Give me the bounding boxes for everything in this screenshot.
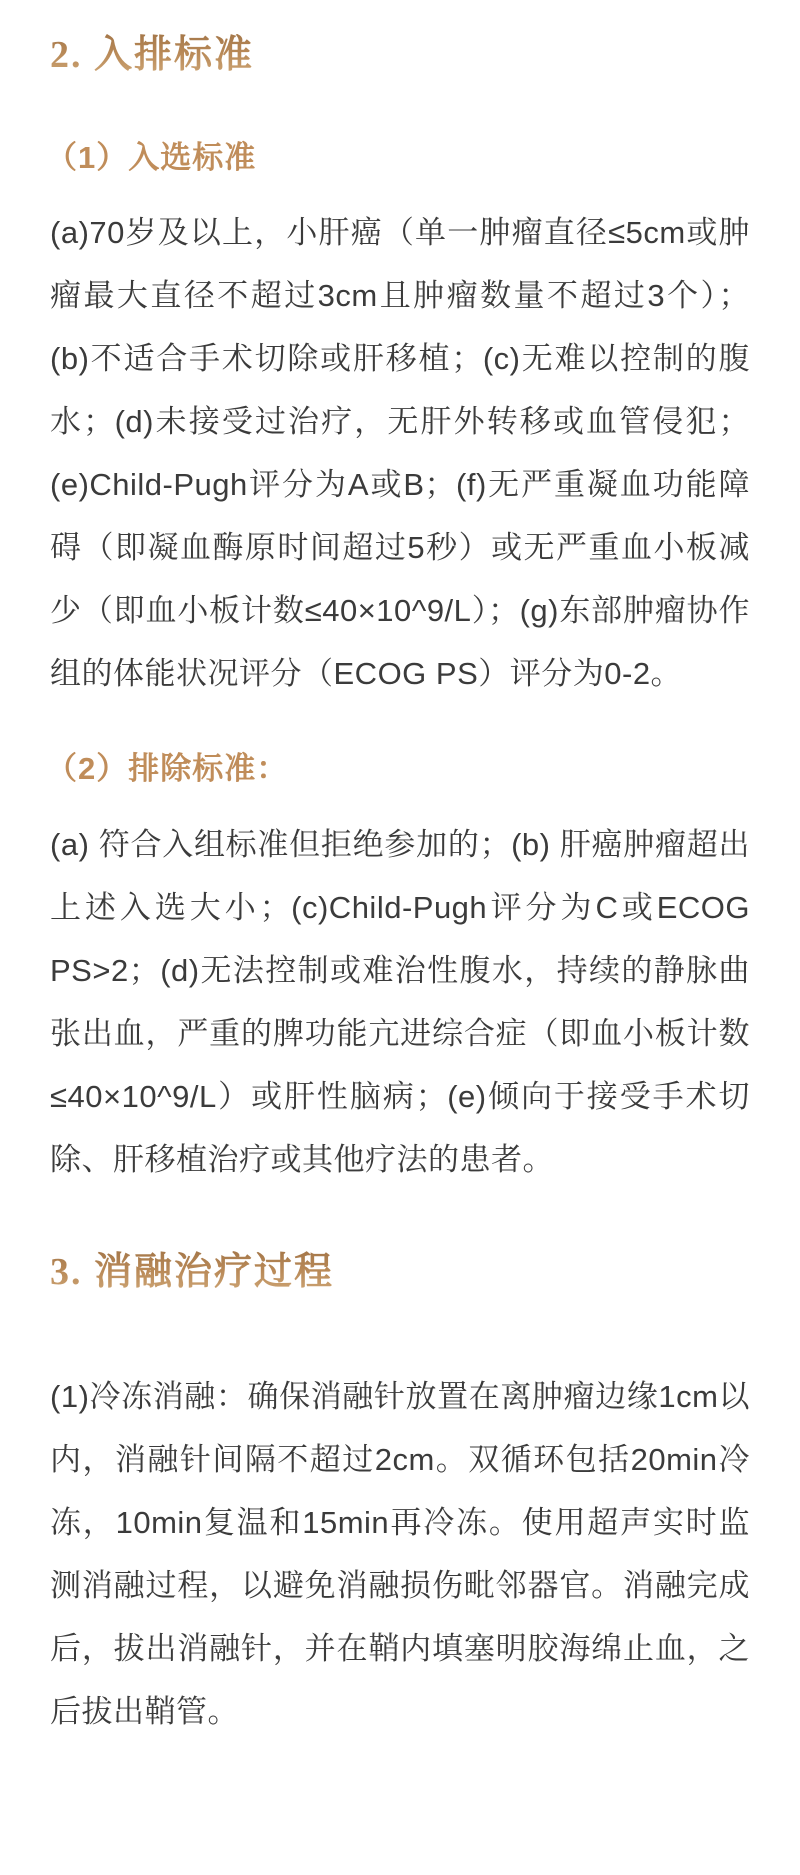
subheading-inclusion-criteria: （1）入选标准 <box>46 139 257 175</box>
subheading-exclusion-criteria: （2）排除标准： <box>46 751 289 787</box>
paragraph-inclusion-criteria: (a)70岁及以上，小肝癌（单一肿瘤直径≤5cm或肿瘤最大直径不超过3cm且肿瘤数量不超过3个）；(b)不适合手术切除或肝移植；(c)无难以控制的腹水；(d)未接受过治疗，无肝外转移或血管侵犯；(e)Child-Pugh评分为A或B；(f)无严重凝血功能障碍（即凝血酶原时间超过5秒）或无严重血小板减少（即血小板计数≤40×10^9/L）；(g)东部肿瘤协作组的体能状况评分（ECOG PS）评分为0-2。 <box>50 215 750 692</box>
paragraph-cryoablation-procedure: (1)冷冻消融：确保消融针放置在离肿瘤边缘1cm以内，消融针间隔不超过2cm。双循环包括20min冷冻，10min复温和15min再冷冻。使用超声实时监测消融过程，以避免消融损伤毗邻器官。消融完成后，拔出消融针，并在鞘内填塞明胶海绵止血，之后拔出鞘管。 <box>50 1378 750 1729</box>
paragraph-exclusion-criteria: (a) 符合入组标准但拒绝参加的；(b) 肝癌肿瘤超出上述入选大小；(c)Child-Pugh评分为C或ECOG PS>2；(d)无法控制或难治性腹水，持续的静脉曲张出血，严重的脾功能亢进综合症（即血小板计数≤40×10^9/L）或肝性脑病；(e)倾向于接受手术切除、肝移植治疗或其他疗法的患者。 <box>50 826 750 1177</box>
section-heading-ablation-process: 3. 消融治疗过程 <box>50 1251 750 1295</box>
section-heading-criteria: 2. 入排标准 <box>50 34 750 78</box>
